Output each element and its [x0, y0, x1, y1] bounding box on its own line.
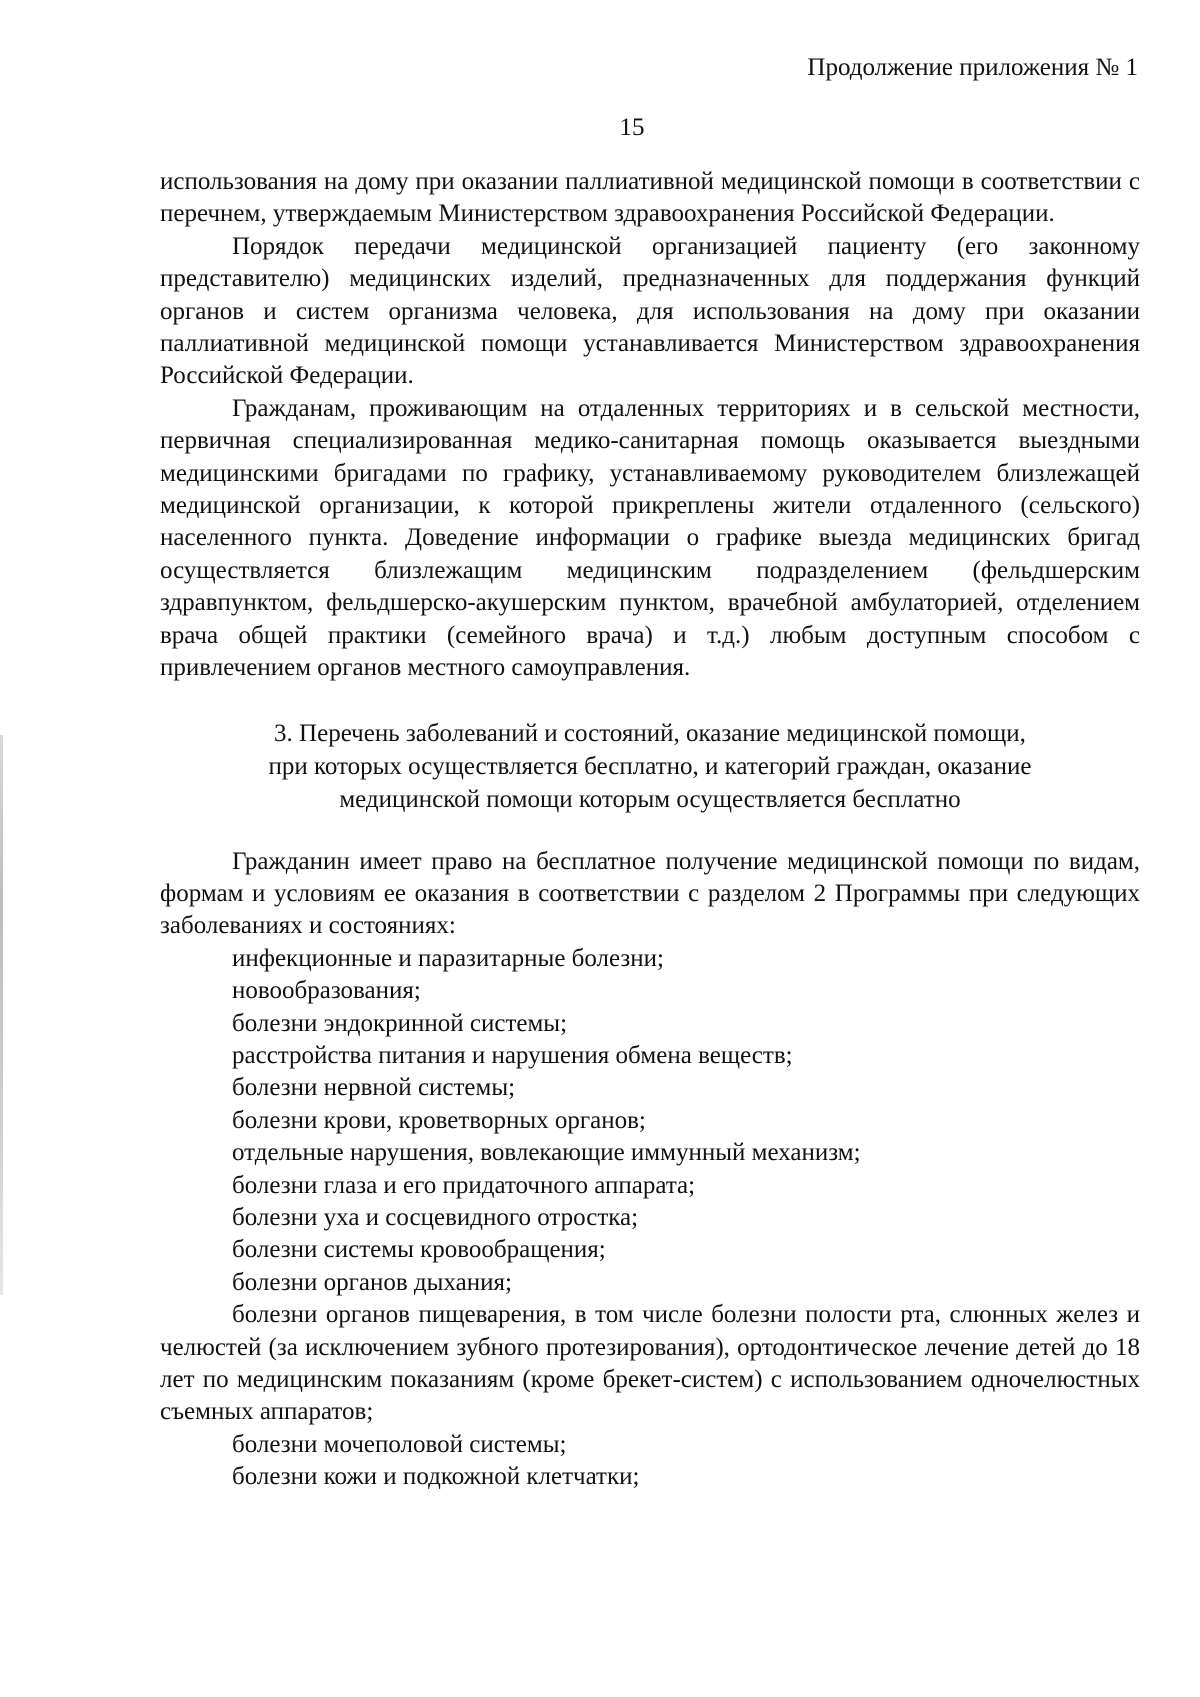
list-item: болезни уха и сосцевидного отростка;: [232, 1203, 639, 1231]
page-number: 15: [619, 114, 645, 141]
list-item: болезни мочеполовой системы;: [232, 1430, 567, 1458]
section-title-line: 3. Перечень заболеваний и состояний, оказание медицинской помощи,: [274, 719, 1026, 747]
section-title-line: медицинской помощи которым осуществляется бесплатно: [339, 785, 961, 813]
paragraph-rural-care: Гражданам, проживающим на отдаленных территориях и в сельской местности, первичная специализированная медико-санитарная помощь оказывается выездными медицинскими бригадами по графику, устанавливаемому руководителем близлежащей медицинской организации, к которой прикреплены жители отдаленного (сельского) населенного пункта. Доведение информации о графике выезда медицинских бригад осуществляется близлежащим медицинским подразделением (фельдшерским здравпунктом, фельдшерско-акушерским пунктом, врачебной амбулаторией, отделением врача общей практики (семейного врача) и т.д.) любым доступным способом с привлечением органов местного самоуправления.: [160, 394, 1140, 682]
list-item: болезни органов пищеварения, в том числе болезни полости рта, слюнных желез и челюстей (за исключением зубного протезирования), ортодонтическое лечение детей до 18 лет по медицинским показаниям (кроме брекет-систем) с использованием одночелюстных съемных аппаратов;: [160, 1301, 1140, 1426]
document-body: [160, 166, 1140, 1494]
list-item: болезни глаза и его придаточного аппарата;: [232, 1171, 696, 1199]
paragraph-continuation: использования на дому при оказании паллиативной медицинской помощи в соответствии с перечнем, утверждаемым Министерством здравоохранения Российской Федерации.: [160, 168, 1140, 228]
list-item: расстройства питания и нарушения обмена веществ;: [232, 1041, 793, 1069]
list-item: болезни эндокринной системы;: [232, 1009, 568, 1037]
appendix-continuation-note: Продолжение приложения № 1: [807, 54, 1138, 81]
list-item: болезни крови, кроветворных органов;: [232, 1106, 646, 1134]
disease-list: [160, 943, 1140, 1494]
section-3-title: [160, 717, 1140, 816]
section-spacer: [160, 816, 1140, 846]
section-title-line: при которых осуществляется бесплатно, и категорий граждан, оказание: [268, 752, 1032, 780]
list-item: болезни органов дыхания;: [232, 1268, 512, 1296]
list-item: инфекционные и паразитарные болезни;: [232, 944, 665, 972]
list-item: болезни нервной системы;: [232, 1074, 516, 1102]
paragraph-medical-devices-transfer: Порядок передачи медицинской организацией пациенту (его законному представителю) медицинских изделий, предназначенных для поддержания функций органов и систем организма человека, для использования на дому при оказании паллиативной медицинской помощи устанавливается Министерством здравоохранения Российской Федерации.: [160, 232, 1140, 390]
list-item: отдельные нарушения, вовлекающие иммунный механизм;: [232, 1139, 861, 1167]
scan-edge-shadow: [0, 735, 3, 1295]
list-item: болезни кожи и подкожной клетчатки;: [232, 1463, 640, 1491]
list-item: болезни системы кровообращения;: [232, 1236, 606, 1264]
section-3-intro: Гражданин имеет право на бесплатное получение медицинской помощи по видам, формам и условиям ее оказания в соответствии с разделом 2 Программы при следующих заболеваниях и состояниях:: [160, 847, 1140, 940]
list-item: новообразования;: [232, 977, 421, 1005]
